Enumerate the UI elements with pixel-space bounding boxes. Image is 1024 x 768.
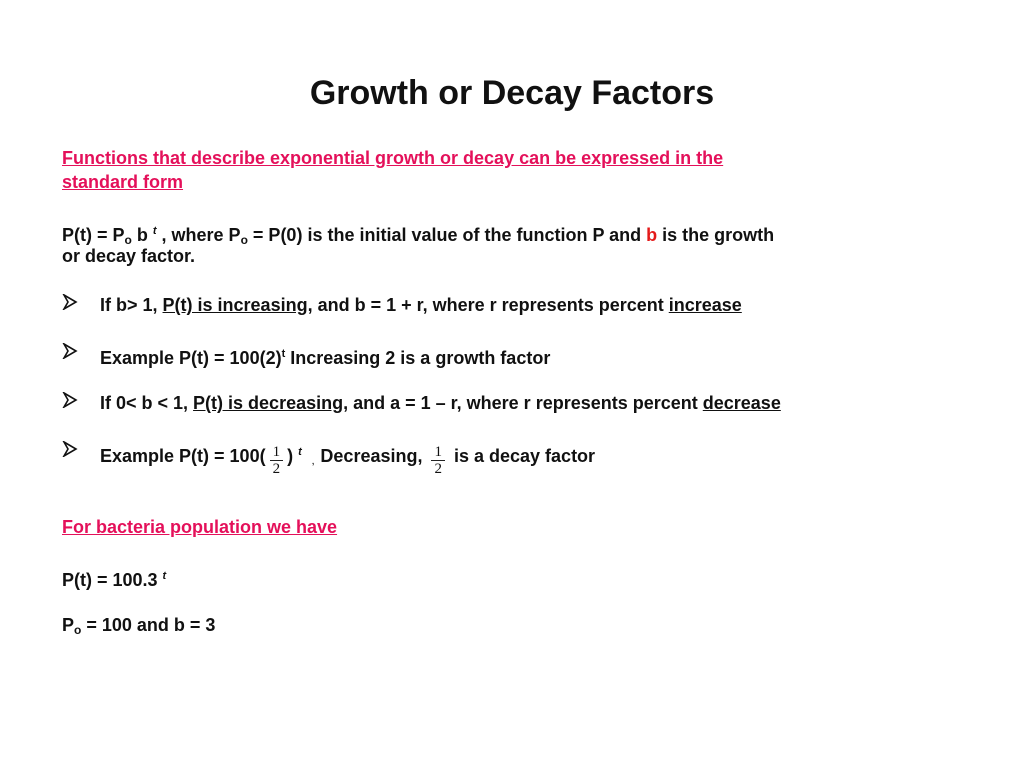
bullet-text: , and b = 1 + r, where r represents percent	[307, 295, 669, 315]
example-exponent: t	[298, 446, 302, 458]
bullet-decreasing	[100, 391, 781, 415]
fraction-numerator: 1	[272, 443, 281, 460]
formula-subscript: o	[74, 623, 82, 637]
arrow-bullet-icon	[62, 392, 78, 416]
example-exponent: t	[281, 348, 286, 360]
bullet-underlined: P(t) is decreasing	[193, 393, 344, 413]
formula-text: b	[131, 225, 153, 245]
bullet-text: Example P(t) = 100(	[100, 446, 266, 466]
arrow-bullet-icon	[62, 294, 78, 318]
bacteria-parameters	[62, 613, 215, 642]
bullet-increasing	[100, 293, 742, 317]
intro-line-2: standard form	[62, 172, 184, 192]
bullet-text: )	[287, 446, 299, 466]
bullet-text: , and a = 1 – r, where r represents percent	[343, 393, 703, 413]
bullet-text: If 0< b < 1,	[100, 393, 194, 413]
bacteria-heading: For bacteria population we have	[62, 517, 338, 537]
bacteria-formula	[62, 564, 166, 592]
growth-factor-highlight: b	[646, 225, 658, 245]
bullet-underlined: decrease	[702, 393, 781, 413]
separator-mark: ‚	[311, 453, 315, 467]
bullet-decay-example	[100, 440, 596, 477]
standard-form-formula-line-2: or decay factor.	[62, 246, 196, 266]
formula-text: , where P	[156, 225, 241, 245]
formula-text: = 100 and b = 3	[81, 615, 216, 635]
bullet-text: Decreasing,	[320, 446, 428, 466]
bullet-text: is a decay factor	[448, 446, 596, 466]
formula-exponent: t	[152, 225, 157, 237]
fraction-denominator: 2	[272, 460, 281, 477]
fraction-one-half	[270, 444, 284, 477]
formula-text: P	[62, 615, 75, 635]
fraction-denominator: 2	[434, 460, 442, 477]
formula-exponent: t	[162, 570, 167, 582]
formula-text: P(t) = 100.3	[62, 570, 163, 590]
bullet-underlined: P(t) is increasing	[162, 295, 308, 315]
intro-line-1: Functions that describe exponential growth or decay can be expressed in the	[62, 148, 724, 168]
formula-subscript: o	[240, 233, 248, 247]
fraction-numerator: 1	[434, 443, 442, 460]
formula-text: is the growth	[657, 225, 775, 245]
formula-text: P(t) = P	[62, 225, 125, 245]
slide-title: Growth or Decay Factors	[309, 74, 715, 112]
bullet-text: Increasing 2 is a growth factor	[285, 348, 551, 368]
bullet-growth-example	[100, 342, 550, 370]
fraction-one-half	[431, 444, 445, 477]
arrow-bullet-icon	[62, 343, 78, 367]
formula-text: = P(0) is the initial value of the function P and	[247, 225, 647, 245]
bullet-text: Example P(t) = 100(2)	[100, 348, 282, 368]
bullet-text: If b> 1,	[100, 295, 163, 315]
arrow-bullet-icon	[62, 441, 78, 465]
formula-subscript: o	[124, 233, 132, 247]
bullet-underlined: increase	[668, 295, 742, 315]
